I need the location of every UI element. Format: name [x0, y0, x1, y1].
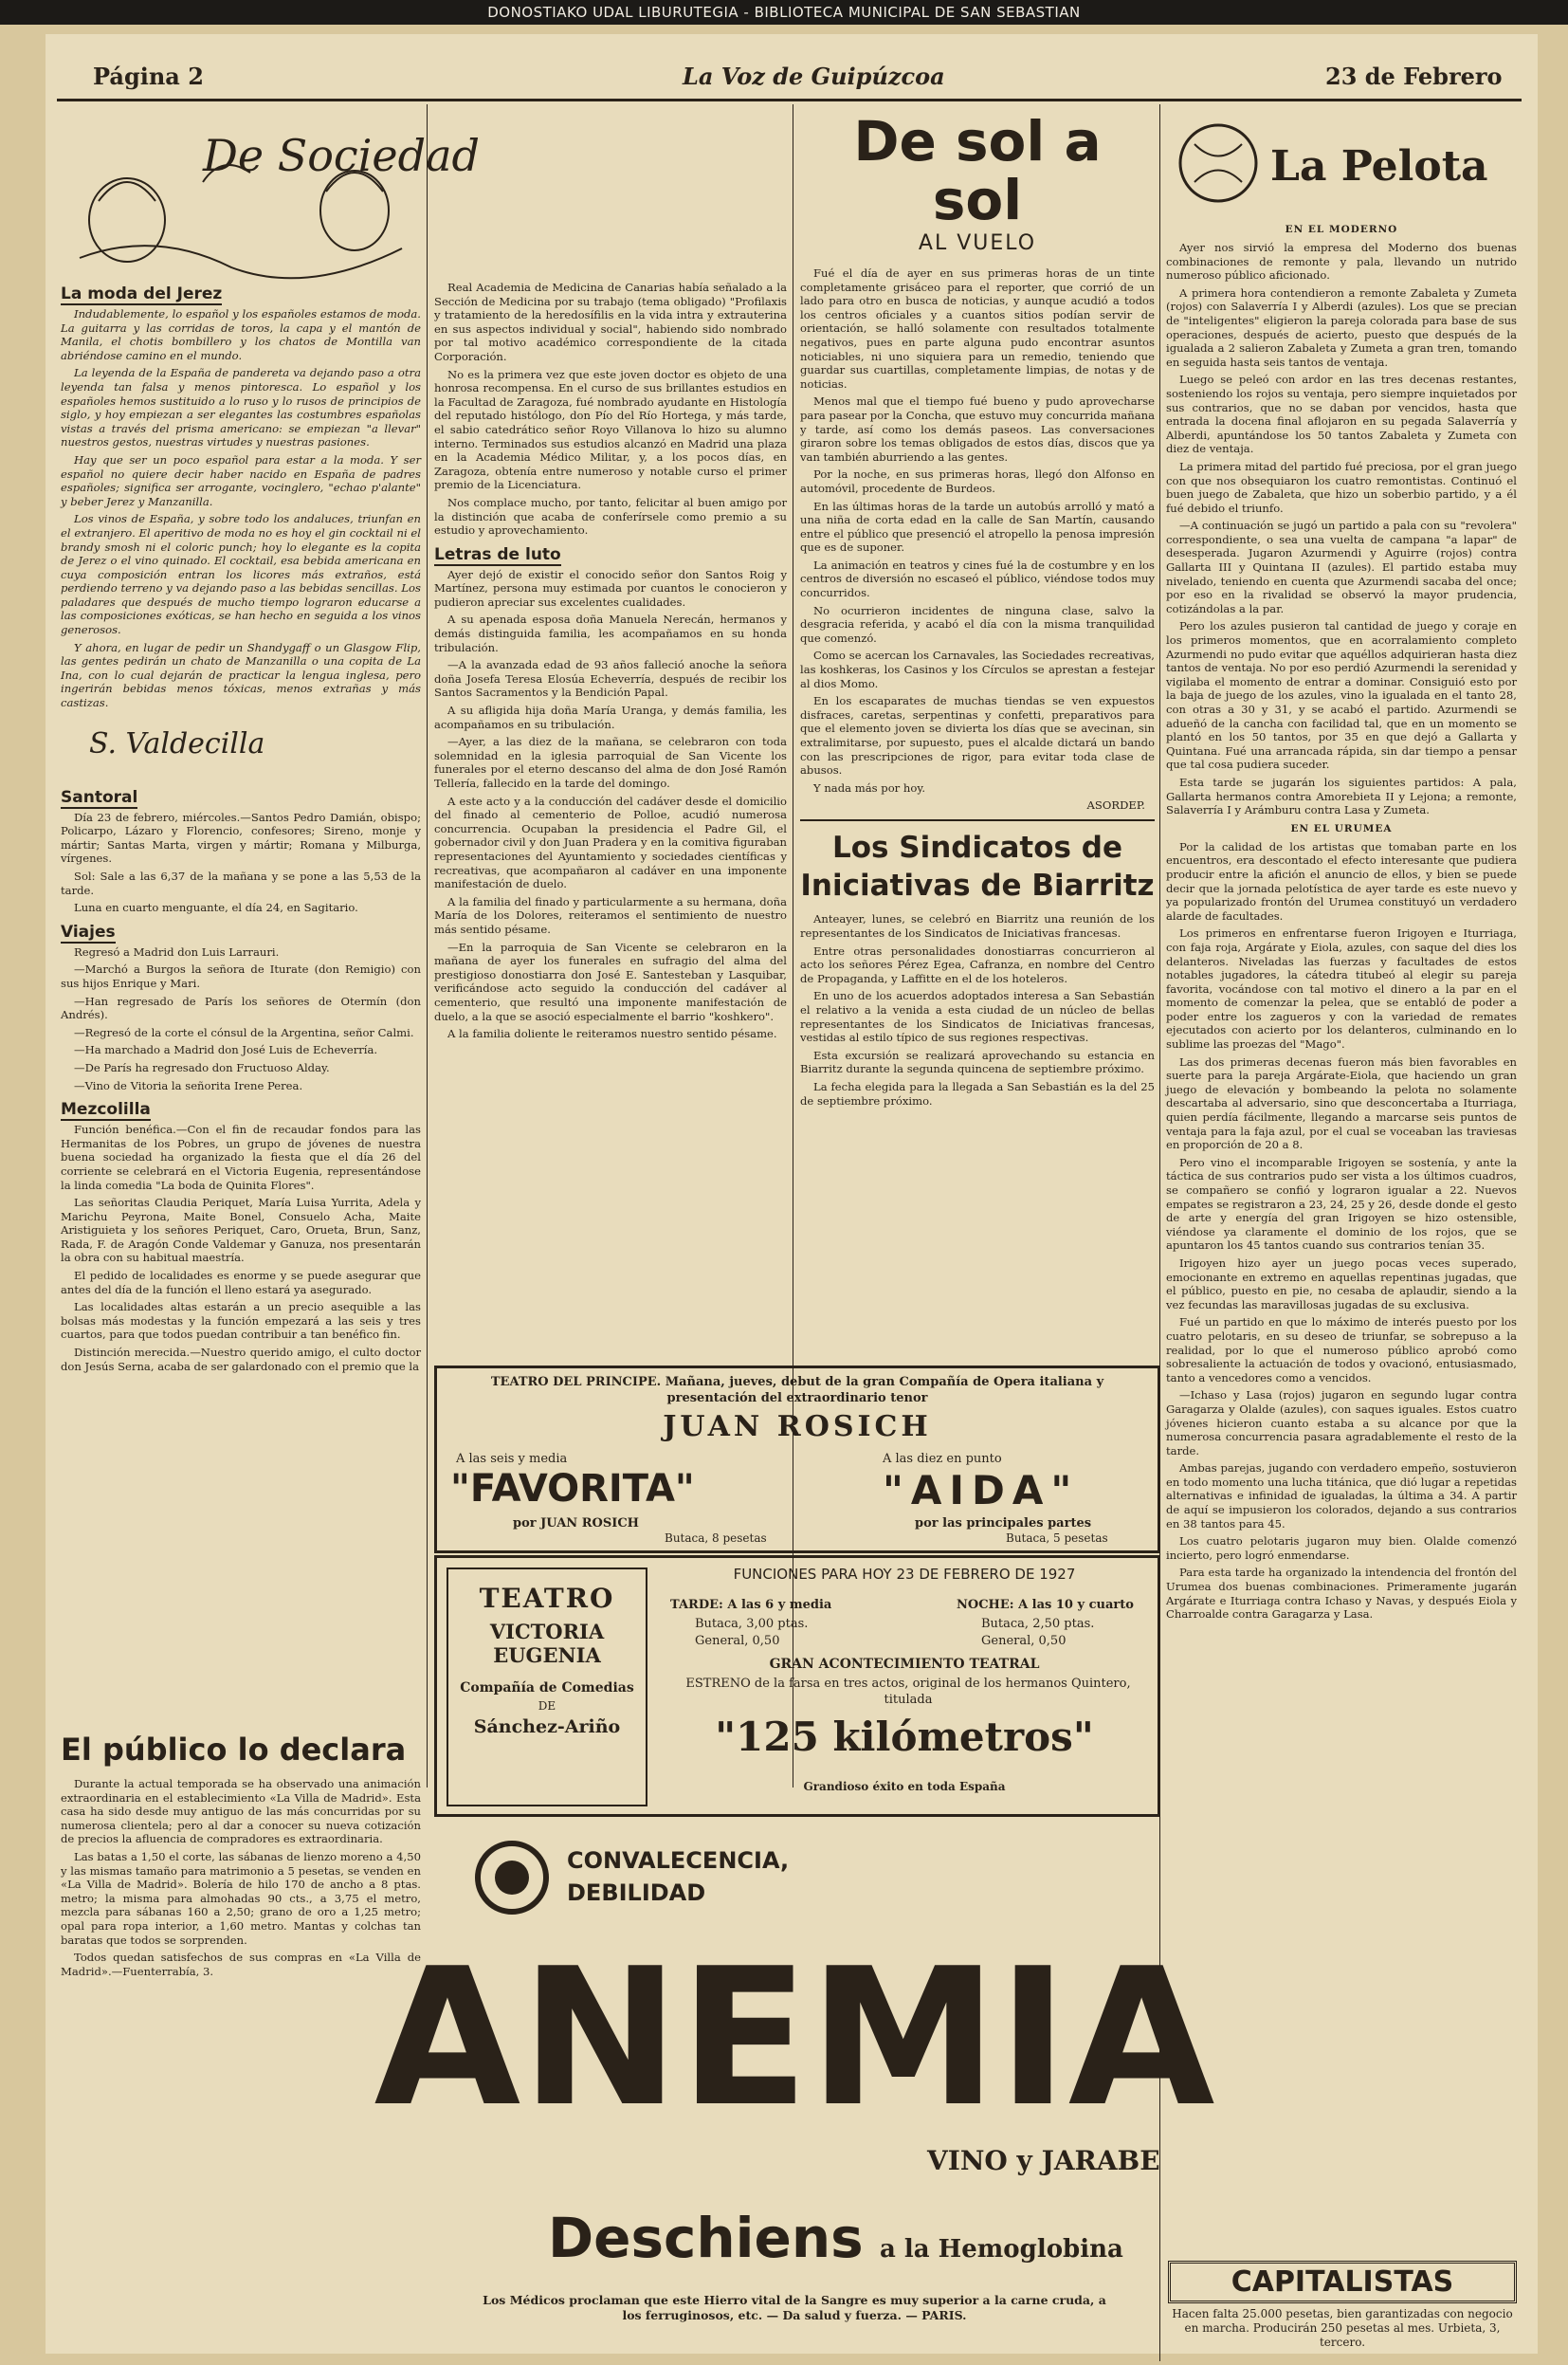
paragraph: Indudablemente, lo español y los españoles estamos de moda. La guitarra y las corridas de toros, la capa y el mantón de Manila, el chotis bombillero y los chatos de Montilla van abriéndose camino en el mundo. — [61, 307, 421, 362]
publico-block — [61, 1724, 421, 2350]
pelota-illustration — [1166, 106, 1517, 218]
capitalistas-text: Hacen falta 25.000 pesetas, bien garantizadas con negocio en marcha. Producirán 250 pesetas al mes. Urbieta, 3, tercero. — [1172, 2307, 1513, 2349]
paragraph: Las localidades altas estarán a un precio asequible a las bolsas más modestas y la función empezará a las seis y tres cuartos, para que todos puedan contribuir a tan benéfico fin. — [61, 1300, 421, 1342]
anemia-vino-jarabe: VINO y JARABE — [927, 2145, 1160, 2176]
paragraph: Durante la actual temporada se ha observado una animación extraordinaria en el establecimiento «La Villa de Madrid». Esta casa ha sido desde muy antiguo de las más concurridas por su numerosa clientela; pero al dar a conocer su nueva cotización de precios la afluencia de compradores es extraordinaria. — [61, 1777, 421, 1846]
victoria-play-title: "125 kilómetros" — [715, 1714, 1094, 1760]
paragraph: Los primeros en enfrentarse fueron Irigoyen e Iturriaga, con faja roja, Argárate y Eiola, azules, con saque del dies los delanteros. Niveladas las fuerzas y facultades de estos notables jugadores, la cátedra titubeó al elegir su pareja favorita, vocándose con tal motivo el dinero a la par en el momento de comenzar la pelea, que se entabló de poder a poder entre los zagueros y con la variedad de remates ejecutados con acierto por los delanteros, culminando en lo sublime las proezas del "Mago". — [1166, 926, 1517, 1052]
victoria-success: Grandioso éxito en toda España — [803, 1780, 1006, 1793]
favorita-time: A las seis y media — [456, 1452, 568, 1466]
paragraph: Real Academia de Medicina de Canarias había señalado a la Sección de Medicina por su trabajo (tema obligado) "Profilaxis y tratamiento de la heredosífilis en la vida intra y extrauterina en sus aspectos individual y social", habiendo sido nombrado por tal motivo académico correspondiente de la citada Corporación. — [434, 281, 787, 363]
victoria-director: Sánchez-Ariño — [473, 1716, 621, 1737]
publico-heading: El público lo declara — [61, 1732, 407, 1768]
sindicatos-article — [800, 912, 1155, 1108]
column-4 — [1166, 106, 1517, 2259]
victoria-name: VICTORIA EUGENIA — [489, 1620, 605, 1667]
paragraph: —A continuación se jugó un partido a pala con su "revolera" correspondiente, o sea una vuelta de campana "a lapar" de desesperada. Jugaron Azurmendi y Aguirre (rojos) contra Gallarta III y Quintana II (azules). El partido estaba muy nivelado, teniendo en cuenta que Azurmendi sacaba del once; por eso en la rivalidad se observó la mayor prudencia, cotizándolas a la par. — [1166, 519, 1517, 615]
luto-heading: Letras de luto — [434, 544, 561, 564]
paragraph: Y ahora, en lugar de pedir un Shandygaff o un Glasgow Flip, las gentes pedirán un chato de Manzanilla o una copita de La Ina, con lo cual dejarán de practicar la lengua inglesa, pero ingerirán bebidas menos tóxicas, menos extrañas y más castizas. — [61, 640, 421, 710]
column-1 — [61, 106, 480, 1718]
victoria-tarde-general: General, 0,50 — [695, 1634, 780, 1648]
paragraph: La animación en teatros y cines fué la de costumbre y en los centros de diversión no escaseó el público, viéndose todos muy concurridos. — [800, 558, 1155, 600]
paragraph: Y nada más por hoy. — [813, 780, 926, 795]
paragraph: —Vino de Vitoria la señorita Irene Perea. — [74, 1078, 303, 1092]
paragraph: Luego se peleó con ardor en las tres decenas restantes, sosteniendo los rojos su ventaja, pero siempre inquietados por sus contrarios, que no se daban por vencidos, hasta que entrada la docena final aflojaron en su pegada Salaverría y Alberdi, apuntándose los 50 tantos Zabaleta y Zumeta con diez de ventaja. — [1166, 373, 1517, 456]
paragraph: Ayer dejó de existir el conocido señor don Santos Roig y Martínez, persona muy estimada por cuantos le conocieron y pudieron apreciar sus excelentes cualidades. — [434, 567, 787, 609]
victoria-noche-general: General, 0,50 — [981, 1634, 1067, 1648]
signature: S. Valdecilla — [89, 726, 265, 761]
anemia-artwork — [374, 1819, 1215, 2352]
luto-article — [434, 568, 787, 1041]
capitalistas-heading: CAPITALISTAS — [1168, 2261, 1517, 2303]
sociedad-logo-text: De Sociedad — [203, 130, 480, 181]
victoria-tarde: TARDE: A las 6 y media — [670, 1598, 832, 1612]
anemia-hemoglobina: a la Hemoglobina — [880, 2235, 1123, 2264]
victoria-company: Compañía de Comedias — [460, 1680, 634, 1696]
sindicatos-heading: Los Sindicatos de Iniciativas de Biarritz — [800, 831, 1155, 904]
column-rule-1 — [427, 104, 428, 1788]
paragraph: Día 23 de febrero, miércoles.—Santos Pedro Damián, obispo; Policarpo, Lázaro y Florencio, confesores; Sireno, monje y mártir; Santas Marta, virgen y mártir; Romana y Milburga, vírgenes. — [61, 810, 421, 866]
victoria-de: DE — [538, 1699, 556, 1713]
paragraph: —De París ha regresado don Fructuoso Alday. — [74, 1060, 330, 1074]
paragraph: —Ichaso y Lasa (rojos) jugaron en segundo lugar contra Garagarza y Olalde (azules), con saques iguales. Estos cuatro jóvenes hicieron cuanto estaba a su alcance por que la numerosa concurrencia pasara agradablemente el resto de la tarde. — [1166, 1388, 1517, 1458]
paragraph: La primera mitad del partido fué preciosa, por el gran juego con que nos obsequiaron los cuatro remontistas. Continuó el buen juego de Zabaleta, que hizo un soberbio partido, y a él fué debido el triunfo. — [1166, 459, 1517, 515]
paragraph: Nos complace mucho, por tanto, felicitar al buen amigo por la distinción que acaba de conferírsele como premio a su estudio y aprovechamiento. — [434, 495, 787, 538]
paragraph: Fué un partido en que lo máximo de interés puesto por los cuatro pelotaris, en su deseo de triunfar, se sobrepuso a la realidad, por lo que el numeroso público aprobó como sobresaliente la actuación de todos y ovacionó, entusiasmado, tanto a vencedores como a vencidos. — [1166, 1315, 1517, 1384]
mezcolilla-heading: Mezcolilla — [61, 1100, 151, 1120]
anemia-ad — [374, 1819, 1215, 2352]
serna-article-continued — [434, 281, 787, 538]
principe-tenor: JUAN ROSICH — [663, 1410, 932, 1443]
paragraph: Irigoyen hizo ayer un juego pocas veces superado, emocionante en extremo en aquellas repentinas jugadas, que el público, puesto en pie, no cesaba de aplaudir, siendo a la vez fecundas las maravillosas jugadas de su exclusiva. — [1166, 1256, 1517, 1311]
pelota-logo-text: La Pelota — [1270, 142, 1488, 191]
paragraph: Pero los azules pusieron tal cantidad de juego y coraje en los primeros momentos, que en acorralamiento completo Azurmendi no pudo evitar que aquéllos adquirieran hasta diez tantos de ventaja. No por eso perdió Azurmendi la serenidad y vigilaba el momento de entrar a dominar. Consiguió esto por la baja de juego de los azules, vino la igualada en el tanto 28, con otras a 30 y 31, y se acabó el partido. Azurmendi se adueñó de la cancha con facilidad tal, que en un momento se plantó en los 50 tantos, por 35 en que dejó a Gallarta y Quintana. Fué una arrancada rápida, sin dar tiempo a pensar que tal cosa pudiera suceder. — [1166, 619, 1517, 772]
anemia-footer: Los Médicos proclaman que este Hierro vital de la Sangre es muy superior a la carne cruda, a los ferruginosos, etc. — Da salud y fuerza. — PARIS. — [483, 2293, 1106, 2322]
paragraph: Las dos primeras decenas fueron más bien favorables en suerte para la pareja Argárate-Eiola, que haciendo un gran juego de elevación y bombeando la pelota no solamente descartaba al adversario, sino que desconcertaba a Iturriaga, quien perdía fácilmente, llegando a marcarse seis puntos de ventaja para la faja azul, por el cual se voceaban las traviesas en proporción de 20 a 8. — [1166, 1054, 1517, 1152]
paragraph: Hay que ser un poco español para estar a la moda. Y ser español no quiere decir haber nacido en España de padres españoles; significa ser arrogante, vocinglero, "echao p'alante" y beber Jerez y Manzanilla. — [61, 452, 421, 508]
aida-title: "AIDA" — [883, 1467, 1080, 1513]
paragraph: Pero vino el incomparable Irigoyen se sostenía, y ante la táctica de sus contrarios pudo ser vista a los últimos cuadros, se compañero se confió y lograron igualar a 22. Nuevos empates se registraron a 23, 24, 25 y 26, desde donde el gesto de arte y energía del gran Irigoyen se hizo ostensible, viéndose ya claramente el dominio de los rojos, que se apuntaron los 45 tantos cuando sus contrarios tenían 35. — [1166, 1155, 1517, 1253]
mezcolilla-article — [61, 1123, 421, 1373]
signature-block — [61, 714, 421, 780]
section-rule — [800, 819, 1155, 821]
paragraph: —En la parroquia de San Vicente se celebraron en la mañana de ayer los funerales en sufragio del alma del prestigioso donostiarra don José E. Santesteban y Lasquibar, verificándose acto seguido la conducción del cadáver al cementerio, que resultó una imponente manifestación de duelo, a la que se asoció especialmente el barrio "koshkero". — [434, 940, 787, 1023]
column-3 — [800, 106, 1155, 1367]
favorita-price: Butaca, 8 pesetas — [665, 1531, 767, 1545]
paragraph: Esta excursión se realizará aprovechando su estancia en Biarritz durante la segunda quincena de septiembre próximo. — [800, 1048, 1155, 1076]
paragraph: Los cuatro pelotaris jugaron muy bien. Olalde comenzó incierto, pero logró enmendarse. — [1166, 1534, 1517, 1562]
paragraph: Las batas a 1,50 el corte, las sábanas de lienzo moreno a 4,50 y las mismas tamaño para matrimonio a 5 pesetas, se venden en «La Villa de Madrid». Bolería de hilo 170 de ancho a 8 ptas. metro; la misma para almohadas 90 cts., a 3,75 el metro, mezcla para sábanas 160 a 2,50; grano de oro a 1,25 metro; opal para ropa interior, a 1,60 metro. Mantas y colchas tan baratas que todos se sorprenden. — [61, 1849, 421, 1947]
desol-signature: ASORDEP. — [1086, 798, 1145, 813]
anemia-word: ANEMIA — [374, 1928, 1215, 2149]
principe-intro: TEATRO DEL PRINCIPE. Mañana, jueves, debut de la gran Compañía de Opera italiana y presentación del extraordinario tenor — [490, 1375, 1104, 1405]
paragraph: Sol: Sale a las 6,37 de la mañana y se pone a las 5,53 de la tarde. — [61, 870, 421, 897]
aida-price: Butaca, 5 pesetas — [1006, 1531, 1108, 1545]
paragraph: Por la noche, en sus primeras horas, llegó don Alfonso en automóvil, procedente de Burdeos. — [800, 468, 1155, 495]
paragraph: —Ha marchado a Madrid don José Luis de Echeverría. — [74, 1043, 378, 1057]
paragraph: A este acto y a la conducción del cadáver desde el domicilio del finado al cementerio de Polloe, acudió numerosa concurrencia. Ocupaban la presidencia el Padre Gil, el gobernador civil y don Juan Pradera y en la comitiva figuraban representaciones del Ayuntamiento y sociedades científicas y recreativas, que acompañaron al cadáver en una imponente manifestación de duelo. — [434, 794, 787, 891]
desol-subheading: AL VUELO — [918, 231, 1037, 255]
victoria-logo-box — [447, 1568, 647, 1806]
aida-time: A las diez en punto — [883, 1452, 1002, 1466]
paragraph: Fué el día de ayer en sus primeras horas de un tinte completamente grisáceo para el reporter, que corrió de un lado para otro en busca de noticias, y aunque acudió a todos los centros oficiales y a cuantos sitios podían servir de orientación, se halló solamente con resultados totalmente negativos, pues en parte alguna pudo encontrar asuntos noticiables, ni uno siquiera para un remedio, teniendo que guardar sus cuartillas, completamente limpias, de notas y de noticias. — [800, 266, 1155, 391]
paragraph: A la familia doliente le reiteramos nuestro sentido pésame. — [447, 1027, 777, 1041]
page-number: Página 2 — [93, 63, 204, 90]
paragraph: La leyenda de la España de pandereta va dejando paso a otra leyenda tan falsa y menos pintoresca. Lo español y los españoles hemos sustituido a lo ruso y lo rusos de principios de siglo, y hoy empiezan a ser elegantes las costumbres españolas vistas a través del prisma americano: se empiezan "a llevar" nuestros gestos, nuestras virtudes y nuestras pasiones. — [61, 366, 421, 449]
running-header — [57, 57, 1517, 95]
paragraph: Todos quedan satisfechos de sus compras en «La Villa de Madrid».—Fuenterrabía, 3. — [61, 1951, 421, 1978]
paragraph: En los escaparates de muchas tiendas se ven expuestos disfraces, caretas, serpentinas y confetti, preparativos para que el elemento joven se divierta los días que se avecinan, sin extralimitarse, por supuesto, pues el alcalde dictará un bando con las prescripciones de rigor, para evitar toda clase de abusos. — [800, 694, 1155, 778]
moda-article — [61, 307, 421, 710]
victoria-ad — [434, 1555, 1160, 1817]
moderno-heading: EN EL MODERNO — [1285, 224, 1398, 235]
paragraph: Ayer nos sirvió la empresa del Moderno dos buenas combinaciones de remonte y pala, llevando un nutrido numeroso público aficionado. — [1166, 241, 1517, 283]
victoria-tarde-butaca: Butaca, 3,00 ptas. — [695, 1617, 809, 1631]
aida-cast: por las principales partes — [915, 1516, 1092, 1531]
sociedad-illustration — [61, 106, 480, 277]
sociedad-logo — [61, 106, 480, 277]
paragraph: A su afligida hija doña María Uranga, y demás familia, les acompañamos en su tribulación. — [434, 704, 787, 731]
victoria-event: GRAN ACONTECIMIENTO TEATRAL — [769, 1657, 1040, 1672]
paragraph: —Han regresado de París los señores de Otermín (don Andrés). — [61, 994, 421, 1022]
paragraph: Regresó a Madrid don Luis Larrauri. — [74, 944, 280, 959]
viajes-heading: Viajes — [61, 922, 116, 942]
paragraph: Función benéfica.—Con el fin de recaudar fondos para las Hermanitas de los Pobres, un grupo de jóvenes de nuestra buena sociedad ha organizado la fiesta que el día 26 del corriente se celebrará en el Victoria Eugenia, representándose la linda comedia "La boda de Quinita Flores". — [61, 1123, 421, 1192]
paragraph: Ambas parejas, jugando con verdadero empeño, sostuvieron en todo momento una lucha titánica, que dió lugar a repetidas alternativas e infinidad de igualadas, la última a 34. A partir de aquí se impusieron los colorados, dejando a sus contrarios en 38 tantos para 45. — [1166, 1461, 1517, 1531]
desol-heading: De sol a sol — [853, 109, 1102, 232]
anemia-convalecencia: CONVALECENCIA, — [567, 1847, 790, 1874]
issue-date: 23 de Febrero — [1325, 63, 1503, 90]
paragraph: A la familia del finado y particularmente a su hermana, doña María de los Dolores, reiteramos el sentimiento de nuestro más sentido pésame. — [434, 894, 787, 936]
paragraph: No ocurrieron incidentes de ninguna clase, salvo la desgracia referida, y acabó el día con la misma tranquilidad que comenzó. — [800, 603, 1155, 645]
paragraph: —A la avanzada edad de 93 años falleció anoche la señora doña Josefa Teresa Elosúa Echeverría, después de recibir los Santos Sacramentos y la Bendición Papal. — [434, 658, 787, 700]
paragraph: Distinción merecida.—Nuestro querido amigo, el culto doctor don Jesús Serna, acaba de ser galardonado con el premio que la — [61, 1346, 421, 1373]
publico-article — [61, 1777, 421, 1978]
principe-ad — [434, 1366, 1160, 1553]
victoria-teatro: TEATRO — [479, 1583, 615, 1614]
paragraph: Menos mal que el tiempo fué bueno y pudo aprovecharse para pasear por la Concha, que estuvo muy concurrida mañana y tarde, así como los demás paseos. Las conversaciones giraron sobre los temas obligados de estos días, discos que ya van también aburriendo a las gentes. — [800, 394, 1155, 464]
header-rule — [57, 99, 1522, 101]
capitalistas-block — [1168, 2261, 1517, 2352]
moda-heading: La moda del Jerez — [61, 284, 223, 303]
archive-bar: DONOSTIAKO UDAL LIBURUTEGIA - BIBLIOTECA MUNICIPAL DE SAN SEBASTIAN — [0, 0, 1568, 25]
paragraph: No es la primera vez que este joven doctor es objeto de una honrosa recompensa. En el curso de sus brillantes estudios en la Facultad de Zaragoza, fué nombrado ayudante en Histología del reputado histólogo, don Pío del Río Hortega, y más tarde, el sabio catedrático señor Royo Villanova lo hizo su alumno interno. Terminados sus estudios alcanzó en Madrid una plaza en la Academia Médico Militar, y, a los pocos días, en Zaragoza, obtenía entre numeroso y notable curso el primer premio de la Licenciatura. — [434, 367, 787, 492]
paragraph: En las últimas horas de la tarde un autobús arrolló y mató a una niña de corta edad en la calle de San Martín, causando entre el público que presenció el atropello la penosa impresión que es de suponer. — [800, 499, 1155, 555]
urumea-article — [1166, 840, 1517, 1622]
victoria-noche: NOCHE: A las 10 y cuarto — [957, 1598, 1134, 1612]
paragraph: —Ayer, a las diez de la mañana, se celebraron con toda solemnidad en la iglesia parroquial de San Vicente los funerales por el eterno descanso del alma de don José Ramón Tellería, fallecido en la tarde del domingo. — [434, 735, 787, 790]
paragraph: —Marchó a Burgos la señora de Iturate (don Remigio) con sus hijos Enrique y Mari. — [61, 962, 421, 990]
victoria-header: FUNCIONES PARA HOY 23 DE FEBRERO DE 1927 — [733, 1566, 1076, 1583]
anemia-brand: Deschiens — [548, 2206, 864, 2270]
desol-article — [800, 266, 1155, 795]
anemia-debilidad: DEBILIDAD — [567, 1879, 706, 1906]
paragraph: Para esta tarde ha organizado la intendencia del frontón del Urumea dos buenas combinaciones. Primeramente jugarán Argárate e Iturriaga contra Ichaso y Navas, y después Eiola y Charroalde contra Garagarza y Lasa. — [1166, 1566, 1517, 1622]
paragraph: A primera hora contendieron a remonte Zabaleta y Zumeta (rojos) con Salaverría I y Alberdi (azules). Los que se precian de "inteligentes" eligieron la pareja colorada para base de sus operaciones, después de acierto, puesto que después de la igualada a 2 salieron Zabaleta y Zumeta a gran tren, tomando en seguida hasta seis tantos de ventaja. — [1166, 285, 1517, 369]
paragraph: Las señoritas Claudia Periquet, María Luisa Yurrita, Adela y Marichu Peyrona, Maite Bonel, Consuelo Acha, Maite Aristiguieta y los señores Periquet, Caro, Orueta, Brun, Sanz, Rada, F. de Aragón Conde Valdemar y Ganuza, nos presentarán la obra con su habitual maestría. — [61, 1196, 421, 1265]
santoral-article — [61, 811, 421, 915]
victoria-noche-butaca: Butaca, 2,50 ptas. — [981, 1617, 1095, 1631]
paragraph: Por la calidad de los artistas que tomaban parte en los encuentros, era descontado el efecto interesante que pudiera producir entre la afición el anuncio de ellos, y bien se puede decir que la jornada pelotística de ayer tarde es este nuevo y ya popularizado frontón del Urumea constituyó un verdadero alarde de facultades. — [1166, 839, 1517, 923]
paragraph: Esta tarde se jugarán los siguientes partidos: A pala, Gallarta hermanos contra Amorebieta II y Lejona; a remonte, Salaverría I y Arámburu contra Lasa y Zumeta. — [1166, 775, 1517, 817]
victoria-estreno: ESTRENO de la farsa en tres actos, original de los hermanos Quintero, titulada — [685, 1677, 1131, 1707]
urumea-heading: EN EL URUMEA — [1290, 822, 1393, 834]
paragraph: Anteayer, lunes, se celebró en Biarritz una reunión de los representantes de los Sindicatos de Iniciativas francesas. — [800, 912, 1155, 940]
paragraph: Los vinos de España, y sobre todo los andaluces, triunfan en el extranjero. El aperitivo de moda no es hoy el gin cocktail ni el brandy smosh ni el coloric punch; hoy lo elegante es la copita de Jerez o el vino quinado. El cocktail, esa bebida americana en cuya composición entran los licores más extraños, está perdiendo terreno y va dejando paso a las bebidas sencillas. Los paladares que después de mucho tiempo lograron educarse a las composiciones exóticas, se han hecho en seguida a los vinos generosos. — [61, 512, 421, 637]
viajes-article — [61, 945, 421, 1092]
paragraph: —Regresó de la corte el cónsul de la Argentina, señor Calmi. — [74, 1025, 414, 1039]
newspaper-title: La Voz de Guipúzcoa — [683, 63, 945, 90]
paragraph: Luna en cuarto menguante, el día 24, en Sagitario. — [74, 901, 358, 915]
paragraph: La fecha elegida para la llegada a San Sebastián es la del 25 de septiembre próximo. — [800, 1079, 1155, 1108]
paragraph: A su apenada esposa doña Manuela Nerecán, hermanos y demás distinguida familia, les acompañamos en su honda tribulación. — [434, 613, 787, 654]
pelota-logo — [1166, 106, 1517, 218]
moderno-article — [1166, 241, 1517, 817]
paragraph: Como se acercan los Carnavales, las Sociedades recreativas, las koshkeras, los Casinos y los Círculos se aprestan a festejar al dios Momo. — [800, 649, 1155, 690]
paragraph: En uno de los acuerdos adoptados interesa a San Sebastián el relativo a la venida a esta ciudad de un núcleo de bellas representantes de los Sindicatos de Iniciativas francesas, vestidas al estilo típico de sus regiones respectivas. — [800, 989, 1155, 1045]
favorita-title: "FAVORITA" — [450, 1467, 695, 1511]
paragraph: El pedido de localidades es enorme y se puede asegurar que antes del día de la función el lleno estará ya asegurado. — [61, 1269, 421, 1296]
santoral-heading: Santoral — [61, 787, 138, 807]
paragraph: Entre otras personalidades donostiarras concurrieron al acto los señores Pérez Egea, Cafranza, en nombre del Centro de Propaganda, y Laffitte en el de los hoteleros. — [800, 944, 1155, 985]
favorita-cast: por JUAN ROSICH — [513, 1516, 639, 1531]
